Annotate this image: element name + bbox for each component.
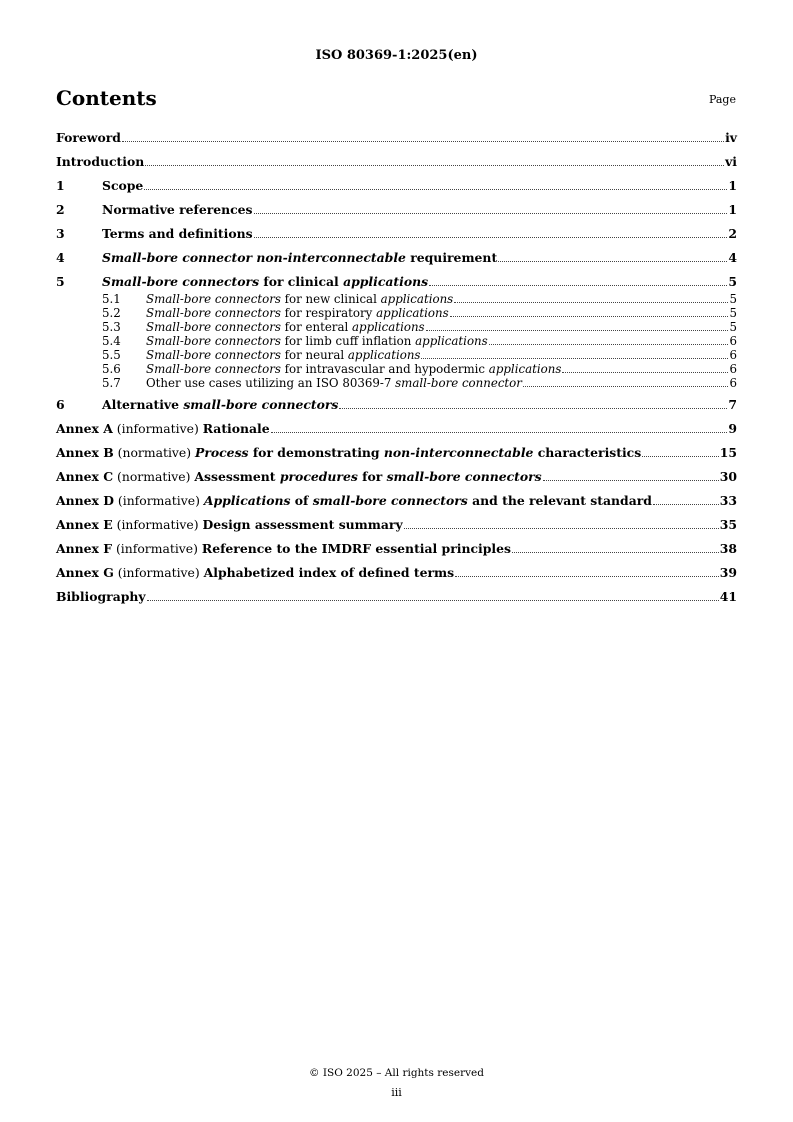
toc-entry-label: Annex C (normative) Assessment procedures for small-bore connectors [56,469,542,484]
toc-subentry-5-6[interactable] [56,362,737,376]
toc-page-number: 6 [729,334,737,348]
toc-annex-a[interactable] [56,421,737,438]
dot-leader [489,344,729,345]
toc-page-number: 39 [719,565,737,580]
copyright-notice: © ISO 2025 – All rights reserved [309,1067,484,1079]
toc-annex-d[interactable] [56,493,737,510]
toc-subsection-number: 5.5 [102,348,121,362]
dot-leader [498,261,727,262]
toc-subentry-5-5[interactable] [56,348,737,362]
toc-section-number: 1 [56,178,65,193]
dot-leader [512,552,719,553]
toc-page-number: 6 [729,376,737,390]
toc-page-number: 33 [719,493,737,508]
toc-entry-label: Annex E (informative) Design assessment summary [56,517,403,532]
toc-entry-introduction[interactable] [56,154,737,171]
toc-page-number: 38 [719,541,737,556]
toc-entry-label: Annex B (normative) Process for demonstrating non-interconnectable characteristics [56,445,642,460]
toc-page-number: 5 [728,274,737,289]
dot-leader [122,141,724,142]
dot-leader [147,600,719,601]
toc-page-number: iv [725,130,737,145]
toc-annex-g[interactable] [56,565,737,582]
toc-annex-e[interactable] [56,517,737,534]
dot-leader [404,528,719,529]
toc-page-number: 5 [729,306,737,320]
toc-subentry-5-4[interactable] [56,334,737,348]
toc-entry-label: Small-bore connectors for intravascular and hypodermic applications [146,362,562,376]
toc-entry-label: Bibliography [56,589,146,604]
toc-entry-label: Small-bore connectors for respiratory applications [146,306,449,320]
toc-page-number: 5 [729,320,737,334]
toc-annex-f[interactable] [56,541,737,558]
toc-section-number: 2 [56,202,65,217]
toc-subentry-5-1[interactable] [56,292,737,306]
toc-page-number: 30 [719,469,737,484]
toc-subentry-5-7[interactable] [56,376,737,390]
toc-entry-label: Alternative small-bore connectors [102,397,339,412]
dot-leader [145,165,724,166]
toc-entry-label: Annex D (informative) Applications of small-bore connectors and the relevant standard [56,493,652,508]
toc-entry-bibliography[interactable] [56,589,737,606]
toc-subentry-5-2[interactable] [56,306,737,320]
dot-leader [455,576,719,577]
toc-entry-label: Normative references [102,202,253,217]
toc-subsection-number: 5.7 [102,376,121,390]
dot-leader [429,285,727,286]
toc-entry-alternative-connectors[interactable] [56,397,737,414]
dot-leader [271,432,728,433]
toc-entry-foreword[interactable] [56,130,737,147]
toc-subsection-number: 5.1 [102,292,121,306]
toc-section-number: 5 [56,274,65,289]
toc-subentry-5-3[interactable] [56,320,737,334]
document-id: ISO 80369-1:2025(en) [315,48,478,63]
toc-subsection-number: 5.3 [102,320,121,334]
toc-entry-label: Small-bore connector non-interconnectable requirement [102,250,498,265]
toc-page-number: 1 [728,202,737,217]
toc-annex-b[interactable] [56,445,737,462]
dot-leader [653,504,719,505]
table-of-contents [56,130,737,613]
dot-leader [562,372,728,373]
dot-leader [426,330,729,331]
toc-entry-label: Annex G (informative) Alphabetized index of defined terms [56,565,455,580]
toc-page-number: 35 [719,517,737,532]
dot-leader [642,456,719,457]
toc-page-number: 6 [729,348,737,362]
toc-section-number: 4 [56,250,65,265]
toc-page-number: 5 [729,292,737,306]
toc-entry-label: Small-bore connectors for clinical applications [102,274,429,289]
toc-entry-label: Small-bore connectors for new clinical applications [146,292,454,306]
page-number: iii [391,1086,402,1099]
dot-leader [543,480,719,481]
dot-leader [450,316,729,317]
toc-entry-clinical-applications[interactable] [56,274,737,291]
dot-leader [523,386,729,387]
toc-page-number: vi [725,154,737,169]
toc-entry-label: Annex F (informative) Reference to the IMDRF essential principles [56,541,511,556]
dot-leader [421,358,728,359]
toc-page-number: 7 [728,397,737,412]
toc-annex-c[interactable] [56,469,737,486]
toc-page-number: 41 [719,589,737,604]
dot-leader [454,302,728,303]
toc-page-number: 1 [728,178,737,193]
toc-entry-normative-references[interactable] [56,202,737,219]
toc-entry-label: Small-bore connectors for limb cuff inflation applications [146,334,488,348]
toc-entry-label: Foreword [56,130,121,145]
dot-leader [339,408,727,409]
toc-entry-label: Small-bore connectors for enteral applications [146,320,425,334]
toc-page-number: 15 [719,445,737,460]
toc-entry-terms-and-definitions[interactable] [56,226,737,243]
toc-entry-label: Terms and definitions [102,226,253,241]
toc-subsection-number: 5.6 [102,362,121,376]
toc-entry-label: Introduction [56,154,145,169]
toc-section-number: 3 [56,226,65,241]
toc-page-number: 4 [728,250,737,265]
toc-subsection-list [56,292,737,390]
toc-entry-label: Small-bore connectors for neural applications [146,348,421,362]
toc-page-number: 9 [728,421,737,436]
dot-leader [254,237,728,238]
toc-subsection-number: 5.2 [102,306,121,320]
toc-entry-label: Scope [102,178,144,193]
toc-section-number: 6 [56,397,65,412]
toc-entry-label: Other use cases utilizing an ISO 80369-7 small-bore connector [146,376,522,390]
dot-leader [144,189,727,190]
page-column-label: Page [708,93,736,106]
dot-leader [254,213,728,214]
toc-page-number: 2 [728,226,737,241]
page-title: Contents [56,86,157,110]
toc-entry-label: Annex A (informative) Rationale [56,421,270,436]
toc-subsection-number: 5.4 [102,334,121,348]
toc-entry-scope[interactable] [56,178,737,195]
toc-entry-non-interconnectable-requirement[interactable] [56,250,737,267]
toc-page-number: 6 [729,362,737,376]
